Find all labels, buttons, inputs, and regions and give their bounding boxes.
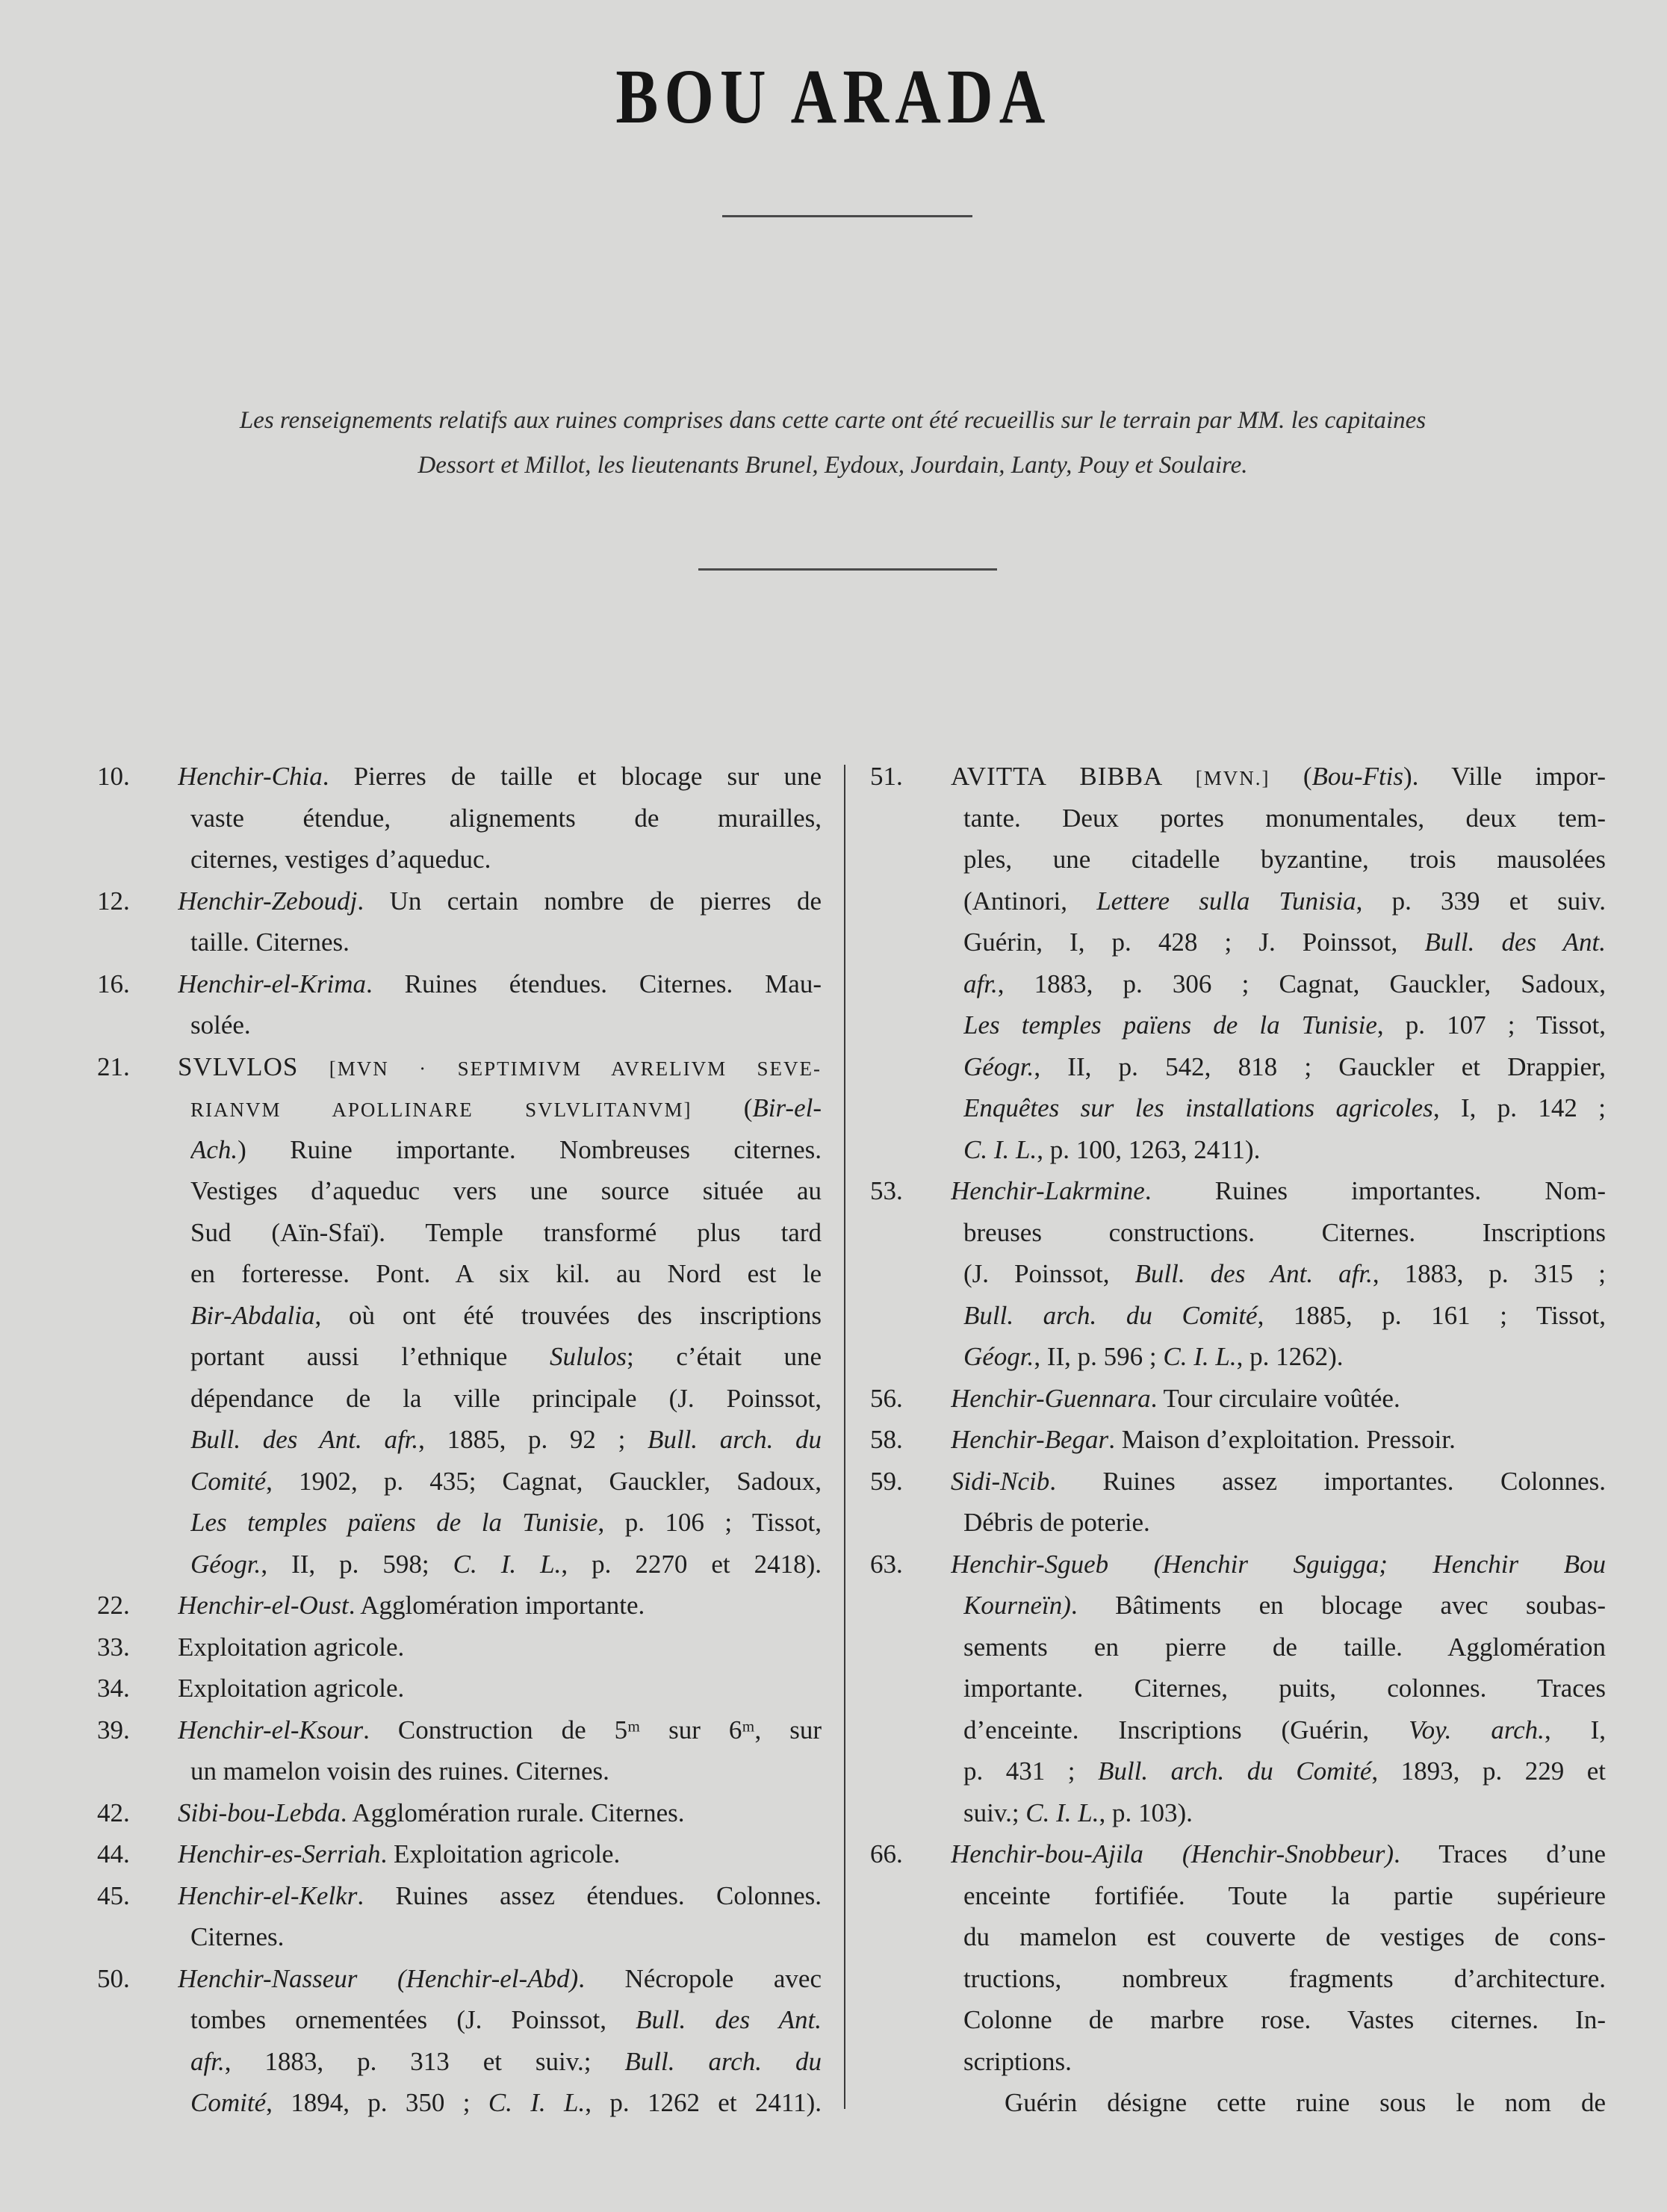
entry-text [951, 756, 1606, 800]
italic-text: Bull. arch. du Comité [963, 1300, 1258, 1330]
entry-text [178, 880, 822, 922]
entry-text [963, 1709, 1606, 1751]
text-run: Citernes. [190, 1922, 285, 1951]
entry-text [951, 1378, 1606, 1420]
entry-text [951, 1544, 1606, 1585]
text-run: citernes, vestiges d’aqueduc. [190, 845, 491, 874]
entry-text [190, 1916, 822, 1958]
entry-number: 12. [97, 886, 130, 916]
italic-text: Kourneïn) [963, 1591, 1071, 1620]
entry-line [97, 1544, 822, 1585]
text-run: . Maison d’exploitation. Pressoir. [1108, 1425, 1456, 1454]
entry-line [870, 1087, 1606, 1129]
entry-line [870, 1046, 1606, 1088]
entry-text [178, 1627, 822, 1668]
text-run: ( [743, 1093, 753, 1122]
italic-text: Bull. arch. du Comité [1098, 1756, 1372, 1786]
entry-line [97, 1212, 822, 1254]
entry-first-line [97, 880, 822, 922]
entry-text [963, 1046, 1606, 1088]
text-run: . Agglomération rurale. Citernes. [340, 1798, 685, 1827]
entry-number: 21. [97, 1051, 130, 1081]
entry-first-line [97, 1585, 822, 1627]
entry-text [190, 1544, 822, 1585]
entry-line [870, 1916, 1606, 1958]
text-run: , I, p. 142 ; [1432, 1093, 1606, 1122]
entry-text [963, 1627, 1606, 1668]
entry-line [870, 880, 1606, 922]
text-run: SVLVLOS [178, 1051, 329, 1081]
italic-text: Bull. arch. du [647, 1425, 822, 1454]
entry-number: 50. [97, 1963, 130, 1993]
italic-text: Henchir-el-Oust [178, 1591, 349, 1620]
entry-number: 66. [870, 1839, 903, 1868]
text-run: breuses constructions. Citernes. Inscriptions [963, 1217, 1606, 1247]
entry-text [963, 963, 1606, 1005]
entry-line [97, 1087, 822, 1129]
italic-text: C. I. L. [488, 2088, 586, 2117]
entry-line [97, 2082, 822, 2124]
text-run: Débris de poterie. [963, 1508, 1150, 1537]
entry-first-line [97, 1833, 822, 1875]
text-run: , II, p. 598; [261, 1549, 453, 1579]
italic-text: Henchir-es-Serriah [178, 1839, 381, 1868]
text-run: en forteresse. Pont. A six kil. au Nord est le [190, 1259, 822, 1288]
text-run: Exploitation agricole. [178, 1632, 405, 1662]
entry-text [963, 1668, 1606, 1709]
italic-text: Henchir-el-Krima [178, 969, 367, 998]
italic-text: Bull. des Ant. afr. [1134, 1259, 1373, 1288]
entry-first-line [870, 1419, 1606, 1461]
italic-text: Henchir-el-Kelkr [178, 1880, 358, 1910]
entry-text [963, 922, 1606, 963]
text-run: . Ruines assez importantes. Colonnes. [1049, 1466, 1606, 1496]
text-run: . Construction de 5ᵐ sur 6ᵐ, sur [363, 1715, 822, 1745]
entry-text [178, 1585, 822, 1627]
entry-text [190, 1502, 822, 1544]
entry-number: 59. [870, 1466, 903, 1496]
entry-text [190, 1750, 822, 1792]
text-run: , où ont été trouvées des inscriptions [314, 1300, 822, 1330]
italic-text: Bull. des Ant. [636, 2005, 822, 2034]
entry-first-line [97, 1627, 822, 1668]
entry-text [963, 1004, 1606, 1046]
entry-first-line [97, 756, 822, 798]
italic-text: Sibi-bou-Lebda [178, 1798, 341, 1827]
entry-text [190, 1004, 822, 1046]
text-run: tombes ornementées (J. Poinssot, [190, 2005, 636, 2034]
intro-line: Les renseignements relatifs aux ruines comprises dans cette carte ont été recueillis sur le terrain par MM. les capitaines [239, 407, 1427, 434]
entry-first-line [97, 1709, 822, 1751]
entry-first-line [97, 963, 822, 1005]
italic-text: Henchir-Nasseur (Henchir-el-Abd) [178, 1963, 579, 1993]
entry-text [190, 1999, 822, 2041]
entry-line [870, 1129, 1606, 1171]
entry-text [963, 1792, 1606, 1834]
italic-text: Henchir-el-Ksour [178, 1715, 364, 1745]
entry-line [870, 1999, 1606, 2041]
intro-line: Dessort et Millot, les lieutenants Brunel, Eydoux, Jourdain, Lanty, Pouy et Soulaire. [417, 452, 1248, 479]
small-caps-text: [MVN · SEPTIMIVM AVRELIVM SEVE- [329, 1057, 822, 1080]
entry-number: 63. [870, 1549, 903, 1579]
entry-line [97, 1004, 822, 1046]
entry-number: 42. [97, 1798, 130, 1827]
entry-line [97, 1129, 822, 1171]
text-run: (Antinori, [963, 886, 1097, 916]
entry-text [190, 798, 822, 839]
entry-number: 51. [870, 762, 903, 791]
entry-number: 34. [97, 1674, 130, 1703]
text-run: , p. 2270 et 2418). [561, 1549, 822, 1579]
text-run: , p. 1262). [1236, 1342, 1344, 1371]
text-run: . Ruines assez étendues. Colonnes. [357, 1880, 822, 1910]
entry-line [97, 1419, 822, 1461]
entry-text [963, 1875, 1606, 1917]
entry-text [190, 1295, 822, 1337]
entry-text [178, 1709, 822, 1751]
entry-number: 58. [870, 1425, 903, 1454]
entry-line [870, 1875, 1606, 1917]
text-run: , 1885, p. 92 ; [418, 1425, 648, 1454]
intro-note [90, 398, 1576, 488]
text-run: tructions, nombreux fragments d’architecture. [963, 1963, 1606, 1993]
entry-line [870, 922, 1606, 963]
entry-text [190, 1170, 822, 1212]
italic-text: Henchir-Chia [178, 762, 323, 791]
text-run: Guérin, I, p. 428 ; J. Poinssot, [963, 928, 1425, 957]
entry-text [178, 1792, 822, 1834]
text-run: AVITTA BIBBA [951, 762, 1196, 791]
entry-text [178, 1046, 822, 1090]
italic-text: Enquêtes sur les installations agricoles [963, 1093, 1433, 1122]
text-run: , 1883, p. 315 ; [1372, 1259, 1606, 1288]
entry-text [190, 1419, 822, 1461]
text-run: . Agglomération importante. [348, 1591, 645, 1620]
italic-text: Bull. des Ant. [1424, 928, 1606, 957]
entry-first-line [870, 1170, 1606, 1212]
entry-line [870, 1958, 1606, 2000]
entry-first-line [97, 1046, 822, 1088]
entry-text [178, 1668, 822, 1709]
entry-text [963, 798, 1606, 839]
italic-text: Géogr. [190, 1549, 261, 1579]
entry-first-line [870, 1833, 1606, 1875]
entry-line [870, 839, 1606, 880]
italic-text: Henchir-Sgueb (Henchir Sguigga; Henchir Bou [951, 1549, 1606, 1579]
text-run: ( [1303, 762, 1312, 791]
entry-text [190, 1087, 822, 1131]
text-run: ples, une citadelle byzantine, trois mausolées [963, 845, 1606, 874]
text-run: portant aussi l’ethnique [190, 1342, 550, 1371]
entry-line [97, 1253, 822, 1295]
entry-line [97, 798, 822, 839]
entry-text [178, 1833, 822, 1875]
entry-line [870, 1792, 1606, 1834]
entry-first-line [870, 1378, 1606, 1420]
italic-text: Sidi-Ncib [951, 1466, 1050, 1496]
text-run: taille. Citernes. [190, 928, 350, 957]
entry-text [190, 2041, 822, 2083]
entry-line [870, 1502, 1606, 1544]
text-run: un mamelon voisin des ruines. Citernes. [190, 1756, 609, 1786]
entry-line [870, 1253, 1606, 1295]
entry-line [97, 1750, 822, 1792]
italic-text: Bou-Ftis [1311, 762, 1404, 791]
entry-number: 22. [97, 1591, 130, 1620]
text-run: , 1902, p. 435; Cagnat, Gauckler, Sadoux, [266, 1466, 822, 1496]
italic-text: Bull. arch. du [624, 2046, 822, 2076]
text-run: . Traces d’une [1394, 1839, 1606, 1868]
entry-text [963, 1087, 1606, 1129]
entry-text [963, 880, 1606, 922]
text-run: , p. 339 et suiv. [1356, 886, 1606, 916]
text-run: , 1883, p. 306 ; Cagnat, Gauckler, Sadoux, [997, 969, 1606, 998]
entry-line [870, 1004, 1606, 1046]
italic-text: Henchir-bou-Ajila (Henchir-Snobbeur) [951, 1839, 1394, 1868]
entry-line [97, 839, 822, 880]
text-run: . Ruines étendues. Citernes. Mau- [366, 969, 822, 998]
entry-number: 44. [97, 1839, 130, 1868]
entry-text [190, 1336, 822, 1378]
entry-line [97, 1295, 822, 1337]
text-run: du mamelon est couverte de vestiges de cons- [963, 1922, 1606, 1951]
text-run: (J. Poinssot, [963, 1259, 1135, 1288]
entry-line [870, 2082, 1606, 2124]
entry-line [870, 1585, 1606, 1627]
entry-line [97, 922, 822, 963]
text-run: , 1885, p. 161 ; Tissot, [1257, 1300, 1606, 1330]
text-run: p. 431 ; [963, 1756, 1099, 1786]
text-run: , p. 103). [1099, 1798, 1193, 1827]
text-run: . Bâtiments en blocage avec soubas- [1070, 1591, 1606, 1620]
entry-line [870, 1750, 1606, 1792]
entry-text [1005, 2082, 1606, 2124]
small-caps-text: [MVN.] [1195, 767, 1303, 789]
text-run: , p. 100, 1263, 2411). [1037, 1134, 1261, 1164]
entry-first-line [97, 1875, 822, 1917]
entry-number: 33. [97, 1632, 130, 1662]
italic-text: Géogr. [963, 1051, 1034, 1081]
italic-text: Les temples païens de la Tunisie [963, 1010, 1377, 1040]
entry-text [190, 1129, 822, 1171]
small-caps-text: RIANVM APOLLINARE SVLVLITANVM] [190, 1099, 744, 1121]
italic-text: Comité [190, 2088, 267, 2117]
entry-first-line [97, 1958, 822, 2000]
entry-line [97, 1502, 822, 1544]
text-run: ) Ruine importante. Nombreuses citernes. [238, 1134, 822, 1164]
entry-line [97, 1999, 822, 2041]
text-run: importante. Citernes, puits, colonnes. Traces [963, 1674, 1606, 1703]
entry-text [178, 1958, 822, 2000]
text-run: vaste étendue, alignements de murailles, [190, 803, 822, 833]
italic-text: Comité [190, 1466, 267, 1496]
text-run: , I, [1544, 1715, 1606, 1745]
entry-line [97, 2041, 822, 2083]
italic-text: Henchir-Begar [951, 1425, 1109, 1454]
entry-text [190, 922, 822, 963]
entry-text [963, 1999, 1606, 2041]
text-run: . Tour circulaire voûtée. [1150, 1383, 1400, 1413]
left-column [97, 756, 822, 2124]
entry-line [870, 1627, 1606, 1668]
text-run: enceinte fortifiée. Toute la partie supérieure [963, 1880, 1606, 1910]
entry-line [870, 1336, 1606, 1378]
entry-first-line [870, 1544, 1606, 1585]
entry-text [951, 1170, 1606, 1212]
entry-line [97, 1336, 822, 1378]
entry-text [963, 1916, 1606, 1958]
entry-number: 16. [97, 969, 130, 998]
text-run: . Ruines importantes. Nom- [1144, 1176, 1606, 1205]
entry-line [870, 1709, 1606, 1751]
text-run: , p. 106 ; Tissot, [597, 1508, 822, 1537]
page-title: BOU ARADA [615, 54, 1052, 140]
entry-number: 53. [870, 1176, 903, 1205]
entry-text [178, 963, 822, 1005]
text-run: , 1894, p. 350 ; [266, 2088, 488, 2117]
entry-first-line [870, 1461, 1606, 1503]
entry-text [963, 839, 1606, 880]
italic-text: C. I. L. [1163, 1342, 1237, 1371]
entry-text [963, 1585, 1606, 1627]
entry-first-line [97, 1792, 822, 1834]
entry-line [870, 2041, 1606, 2083]
text-run: , p. 1262 et 2411). [585, 2088, 822, 2117]
italic-text: Bir-Abdalia [190, 1300, 315, 1330]
entry-text [951, 1419, 1606, 1461]
text-run: . Exploitation agricole. [380, 1839, 621, 1868]
entry-line [97, 1916, 822, 1958]
text-run: Sud (Aïn-Sfaï). Temple transformé plus tard [190, 1217, 822, 1247]
entry-first-line [97, 1668, 822, 1709]
italic-text: Les temples païens de la Tunisie [190, 1508, 598, 1537]
entry-text [963, 1212, 1606, 1254]
text-run: Exploitation agricole. [178, 1674, 405, 1703]
entry-line [870, 963, 1606, 1005]
entry-line [97, 1461, 822, 1503]
entry-text [963, 1750, 1606, 1792]
italic-text: Géogr. [963, 1342, 1034, 1371]
entry-number: 45. [97, 1880, 130, 1910]
entry-text [963, 2041, 1606, 2083]
entry-line [870, 1212, 1606, 1254]
entry-text [963, 1253, 1606, 1295]
italic-text: C. I. L. [1025, 1798, 1099, 1827]
text-run: , II, p. 596 ; [1034, 1342, 1164, 1371]
right-column [870, 756, 1606, 2124]
text-run: dépendance de la ville principale (J. Poinssot, [190, 1383, 822, 1413]
entry-number: 39. [97, 1715, 130, 1745]
title-rule [722, 215, 972, 217]
text-run: , II, p. 542, 818 ; Gauckler et Drappier, [1034, 1051, 1606, 1081]
text-run: d’enceinte. Inscriptions (Guérin, [963, 1715, 1409, 1745]
entry-text [951, 1833, 1606, 1875]
entry-text [190, 1253, 822, 1295]
entry-text [963, 1129, 1606, 1171]
italic-text: Bull. des Ant. afr. [190, 1425, 419, 1454]
italic-text: Henchir-Lakrmine [951, 1176, 1145, 1205]
text-run: Guérin désigne cette ruine sous le nom de [1005, 2088, 1606, 2117]
text-run: suiv.; [963, 1798, 1026, 1827]
text-run: scriptions. [963, 2046, 1072, 2076]
entry-first-line [870, 756, 1606, 798]
italic-text: Bir-el- [752, 1093, 822, 1122]
italic-text: afr. [190, 2046, 225, 2076]
italic-text: Ach. [190, 1134, 238, 1164]
text-run: . Un certain nombre de pierres de [357, 886, 822, 916]
entry-text [178, 1875, 822, 1917]
text-run: tante. Deux portes monumentales, deux tem- [963, 803, 1606, 833]
entry-text [951, 1461, 1606, 1503]
text-run: Colonne de marbre rose. Vastes citernes. In- [963, 2005, 1606, 2034]
italic-text: Henchir-Guennara [951, 1383, 1151, 1413]
entry-text [190, 1212, 822, 1254]
text-run: solée. [190, 1010, 251, 1040]
italic-text: afr. [963, 969, 998, 998]
italic-text: C. I. L. [453, 1549, 562, 1579]
text-run: , 1883, p. 313 et suiv.; [224, 2046, 625, 2076]
entry-number: 56. [870, 1383, 903, 1413]
entry-line [870, 1668, 1606, 1709]
entry-text [963, 1295, 1606, 1337]
text-run: . Nécropole avec [578, 1963, 822, 1993]
italic-text: C. I. L. [963, 1134, 1037, 1164]
italic-text: Henchir-Zeboudj [178, 886, 358, 916]
text-run: . Pierres de taille et blocage sur une [322, 762, 822, 791]
text-run: ). Ville impor- [1403, 762, 1606, 791]
text-run: Vestiges d’aqueduc vers une source située au [190, 1176, 822, 1205]
italic-text: Sululos [549, 1342, 627, 1371]
italic-text: Voy. arch. [1409, 1715, 1545, 1745]
entry-line [870, 1295, 1606, 1337]
entry-text [963, 1502, 1606, 1544]
entry-line [97, 1378, 822, 1420]
entry-line [97, 1170, 822, 1212]
text-run: sements en pierre de taille. Agglomération [963, 1632, 1606, 1662]
entry-text [190, 1461, 822, 1503]
text-run: ; c’était une [627, 1342, 822, 1371]
intro-rule [698, 568, 997, 571]
entry-text [190, 1378, 822, 1420]
entry-text [190, 839, 822, 880]
italic-text: Lettere sulla Tunisia [1096, 886, 1356, 916]
entry-text [963, 1958, 1606, 2000]
entry-line [870, 798, 1606, 839]
entry-text [178, 756, 822, 798]
entry-number: 10. [97, 762, 130, 791]
column-divider [844, 765, 845, 2109]
text-run: , p. 107 ; Tissot, [1376, 1010, 1606, 1040]
text-run: , 1893, p. 229 et [1371, 1756, 1606, 1786]
entry-text [963, 1336, 1606, 1378]
entry-text [190, 2082, 822, 2124]
